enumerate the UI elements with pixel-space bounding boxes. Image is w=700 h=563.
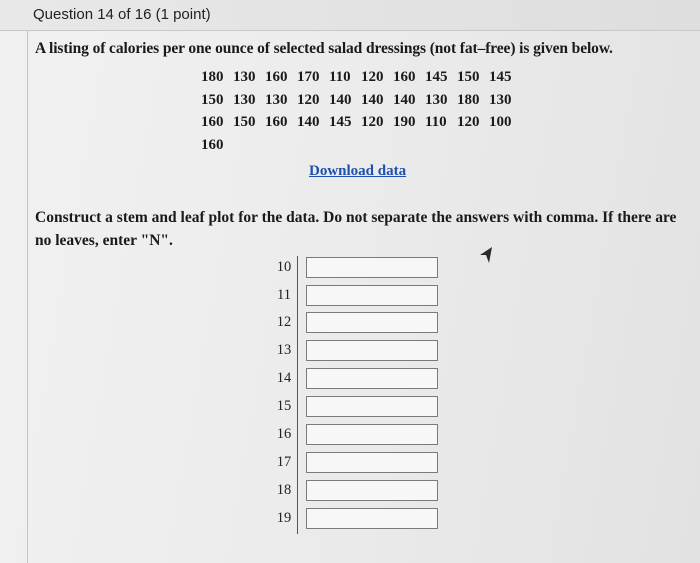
stem-label: 12 (276, 314, 292, 330)
data-value: 140 (393, 91, 416, 108)
data-value: 140 (297, 114, 320, 130)
leaf-input-17[interactable] (306, 452, 438, 473)
data-row (201, 66, 521, 89)
data-value: 160 (201, 114, 224, 130)
data-value: 120 (361, 114, 384, 130)
left-border (27, 0, 28, 563)
data-value: 150 (233, 114, 256, 130)
leaf-input-13[interactable] (306, 340, 438, 361)
stem-row (268, 367, 448, 394)
download-data-link[interactable]: Download data (309, 163, 407, 179)
data-value: 160 (265, 69, 288, 85)
data-value: 145 (489, 69, 512, 85)
leaf-input-16[interactable] (306, 424, 438, 445)
data-value: 130 (489, 91, 512, 108)
data-value: 140 (361, 91, 384, 108)
data-value: 120 (297, 91, 320, 108)
stem-row (268, 256, 448, 283)
stem-row (268, 451, 448, 478)
stem-label: 18 (276, 482, 292, 498)
stem-row (268, 395, 448, 422)
data-value: 145 (425, 69, 448, 85)
data-row (201, 111, 521, 134)
data-value: 160 (201, 136, 224, 153)
leaf-input-11[interactable] (306, 285, 438, 306)
question-title: Question 14 of 16 (1 point) (33, 6, 211, 23)
data-value: 130 (233, 69, 256, 85)
leaf-input-15[interactable] (306, 396, 438, 417)
stem-leaf-divider (297, 256, 298, 534)
stem-row (268, 507, 448, 534)
leaf-input-19[interactable] (306, 508, 438, 529)
mouse-cursor-icon (478, 246, 494, 264)
data-row (201, 134, 521, 157)
leaf-input-14[interactable] (306, 368, 438, 389)
data-value: 170 (297, 69, 320, 85)
data-value: 130 (265, 91, 288, 108)
data-value: 130 (425, 91, 448, 108)
stem-row (268, 339, 448, 366)
leaf-input-18[interactable] (306, 480, 438, 501)
stem-label: 11 (277, 287, 291, 303)
data-value: 180 (201, 69, 224, 85)
stem-row (268, 423, 448, 450)
data-value: 180 (457, 91, 480, 108)
stem-label: 15 (276, 398, 292, 414)
question-instruction: Construct a stem and leaf plot for the data. Do not separate the answers with comma. If there are no leaves, enter "N". (35, 209, 677, 249)
leaf-input-12[interactable] (306, 312, 438, 333)
leaf-input-10[interactable] (306, 257, 438, 278)
stem-row (268, 479, 448, 506)
data-value: 110 (329, 69, 351, 85)
data-value: 190 (393, 114, 416, 130)
data-value: 140 (329, 91, 352, 108)
stem-label: 10 (276, 259, 292, 275)
data-value: 110 (425, 114, 447, 130)
data-value: 150 (457, 69, 480, 85)
stem-label: 16 (276, 426, 292, 442)
data-listing (201, 66, 521, 156)
stem-row (268, 311, 448, 338)
data-value: 120 (457, 114, 480, 130)
stem-label: 17 (276, 454, 292, 470)
stem-label: 14 (276, 370, 292, 386)
stem-label: 19 (276, 510, 292, 526)
data-value: 160 (393, 69, 416, 85)
stem-row (268, 284, 448, 311)
data-value: 120 (361, 69, 384, 85)
data-value: 150 (201, 91, 224, 108)
data-value: 100 (489, 114, 512, 130)
stem-label: 13 (276, 342, 292, 358)
data-value: 145 (329, 114, 352, 130)
question-intro: A listing of calories per one ounce of selected salad dressings (not fat–free) is given below. (35, 40, 613, 57)
data-row (201, 89, 521, 112)
data-value: 160 (265, 114, 288, 130)
question-header (0, 0, 700, 31)
data-value: 130 (233, 91, 256, 108)
